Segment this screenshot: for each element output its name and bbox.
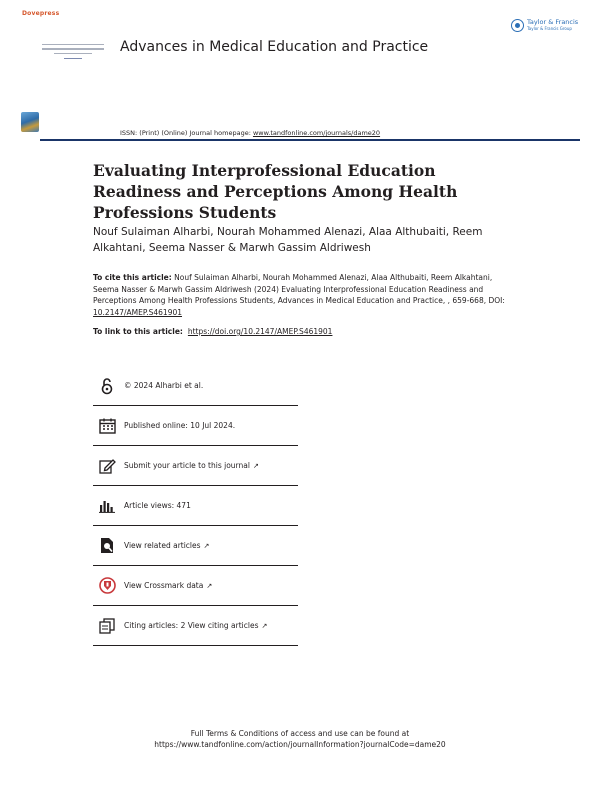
crossmark-link[interactable]: View Crossmark data ↗ <box>124 581 213 590</box>
article-views: Article views: 471 <box>124 501 191 510</box>
list-item-license <box>93 366 298 406</box>
article-authors: Nouf Sulaiman Alharbi, Nourah Mohammed Alenazi, Alaa Althubaiti, Reem Alkahtani, Seema Nasser & Marwh Gassim Aldriwesh <box>93 226 483 254</box>
header-divider <box>40 139 580 141</box>
list-item-views <box>93 486 298 526</box>
issn-text: ISSN: (Print) (Online) Journal homepage: <box>120 129 253 137</box>
article-info-list <box>93 366 298 646</box>
issn-line <box>120 129 380 137</box>
publisher-mark: Dovepress <box>22 10 60 17</box>
footer-terms <box>0 728 600 750</box>
cite-text: Nouf Sulaiman Alharbi, Nourah Mohammed Alenazi, Alaa Althubaiti, Reem Alkahtani, Seema Nasser & Marwh Gassim Aldriwesh (2024) Evaluating Interprofessional Education Readiness and Perceptions Among Health Professions Students, Advances in Medical Education and Practice, , 659-668, DOI: <box>93 273 505 305</box>
bar-chart-icon <box>98 497 116 515</box>
footer-terms-link[interactable]: https://www.tandfonline.com/action/journalInformation?journalCode=dame20 <box>154 740 446 749</box>
article-link-line <box>93 327 332 336</box>
journal-homepage-link[interactable]: www.tandfonline.com/journals/dame20 <box>252 129 381 137</box>
citation-block <box>93 272 513 318</box>
submit-article-link[interactable]: Submit your article to this journal ↗ <box>124 461 259 470</box>
external-link-icon: ↗ <box>203 542 210 550</box>
link-label: To link to this article: <box>93 327 183 336</box>
citing-articles-icon <box>98 617 116 635</box>
external-link-icon: ↗ <box>252 462 259 470</box>
list-item-crossmark[interactable] <box>93 566 298 606</box>
taylor-francis-logo[interactable] <box>511 17 587 33</box>
edit-icon <box>98 457 116 475</box>
crossmark-icon <box>98 577 116 595</box>
list-item-submit[interactable] <box>93 446 298 486</box>
published-date: Published online: 10 Jul 2024. <box>124 421 236 430</box>
license-label: © 2024 Alharbi et al. <box>124 381 204 390</box>
article-doi-url[interactable]: https://doi.org/10.2147/AMEP.S461901 <box>187 327 333 336</box>
journal-title: Advances in Medical Education and Practice <box>120 39 429 55</box>
footer-line-1: Full Terms & Conditions of access and use can be found at <box>190 729 410 738</box>
external-link-icon: ↗ <box>261 622 268 630</box>
tf-logo-icon <box>511 19 524 32</box>
search-document-icon <box>98 537 116 555</box>
cite-label: To cite this article: <box>93 273 172 282</box>
calendar-icon <box>98 417 116 435</box>
article-title: Evaluating Interprofessional Education Readiness and Perceptions Among Health Professions Students <box>93 161 458 222</box>
open-access-icon <box>98 377 116 395</box>
tf-logo-group: Taylor & Francis Group <box>527 25 572 31</box>
tf-logo-name: Taylor & Francis <box>527 18 579 27</box>
related-articles-link[interactable]: View related articles ↗ <box>124 541 210 550</box>
list-item-published <box>93 406 298 446</box>
doi-link[interactable]: 10.2147/AMEP.S461901 <box>93 307 183 317</box>
journal-logo <box>42 44 104 62</box>
external-link-icon: ↗ <box>206 582 213 590</box>
citing-articles-link[interactable]: Citing articles: 2 View citing articles ↗ <box>124 621 268 630</box>
list-item-citing[interactable] <box>93 606 298 646</box>
journal-cover-thumbnail[interactable] <box>21 112 39 132</box>
list-item-related[interactable] <box>93 526 298 566</box>
